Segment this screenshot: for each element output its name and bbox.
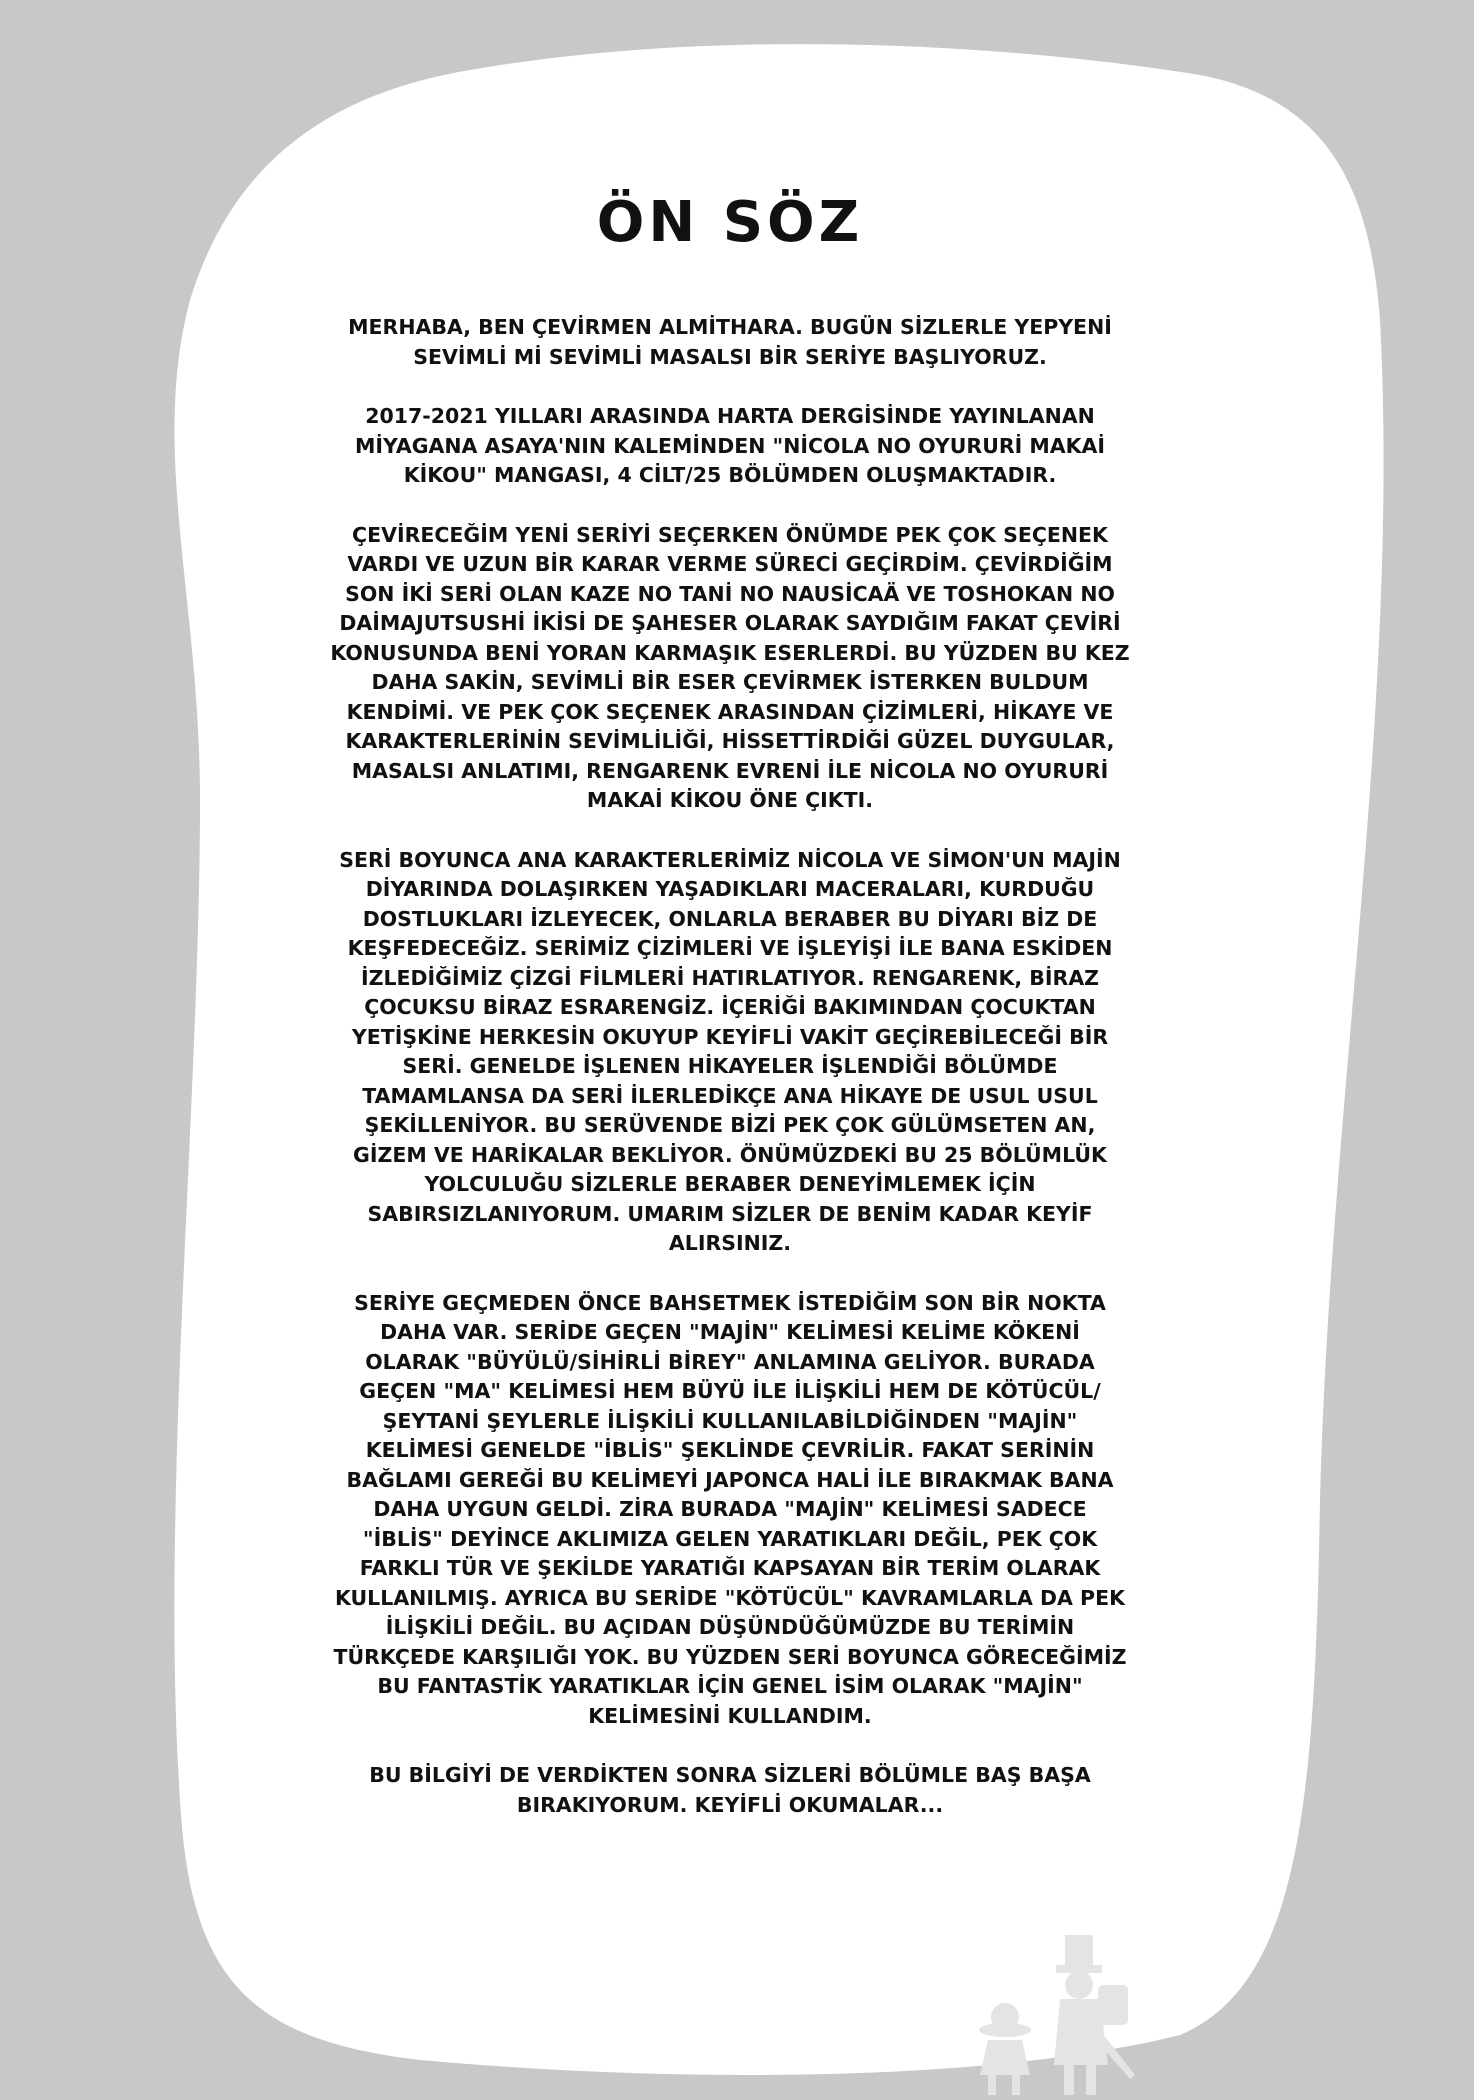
paragraph-selection: ÇEVİRECEĞİM YENİ SERİYİ SEÇERKEN ÖNÜMDE PEK ÇOK SEÇENEK VARDI VE UZUN BİR KARAR VERME SÜRECİ GEÇİRDİM. ÇEVİRDİĞİM SON İKİ SERİ OLAN KAZE NO TANİ NO NAUSİCAÄ VE TOSHOKAN NO DAİMAJUTSUSHİ İKİSİ DE ŞAHESER OLARAK SAYDIĞIM FAKAT ÇEVİRİ KONUSUNDA BENİ YORAN KARMAŞIK ESERLERDİ. BU YÜZDEN BU KEZ DAHA SAKİN, SEVİMLİ BİR ESER ÇEVİRMEK İSTERKEN BULDUM KENDİMİ. VE PEK ÇOK SEÇENEK ARASINDAN ÇİZİMLERİ, HİKAYE VE KARAKTERLERİNİN SEVİMLİLİĞİ, HİSSETTİRDİĞİ GÜZEL DUYGULAR, MASALSI ANLATIMI, RENGARENK EVRENİ İLE NİCOLA NO OYURURİ MAKAİ KİKOU ÖNE ÇIKTI. (330, 522, 1130, 812)
document-body (330, 150, 1130, 1850)
paragraph-greeting: MERHABA, BEN ÇEVİRMEN ALMİTHARA. BUGÜN SİZLERLE YEPYENİ SEVİMLİ Mİ SEVİMLİ MASALSI BİR SERİYE BAŞLIYORUZ. (348, 315, 1112, 369)
paragraph-story: SERİ BOYUNCA ANA KARAKTERLERİMİZ NİCOLA VE SİMON'UN MAJİN DİYARINDA DOLAŞIRKEN YAŞADIKLARI MACERALARI, KURDUĞU DOSTLUKLARI İZLEYECEK, ONLARLA BERABER BU DİYARI BİZ DE KEŞFEDECEĞİZ. SERİMİZ ÇİZİMLERİ VE İŞLEYİŞİ İLE BANA ESKİDEN İZLEDİĞİMİZ ÇİZGİ FİLMLERİ HATIRLATIYOR. RENGARENK, BİRAZ ÇOCUKSU BİRAZ ESRARENGİZ. İÇERİĞİ BAKIMINDAN ÇOCUKTAN YETİŞKİNE HERKESİN OKUYUP KEYİFLİ VAKİT GEÇİREBİLECEĞİ BİR SERİ. GENELDE İŞLENEN HİKAYELER İŞLENDİĞİ BÖLÜMDE TAMAMLANSA DA SERİ İLERLEDİKÇE ANA HİKAYE DE USUL USUL ŞEKİLLENİYOR. BU SERÜVENDE BİZİ PEK ÇOK GÜLÜMSETEN AN, GİZEM VE HARİKALAR BEKLİYOR. ÖNÜMÜZDEKİ BU 25 BÖLÜMLÜK YOLCULUĞU SİZLERLE BERABER DENEYİMLEMEK İÇİN SABIRSIZLANIYORUM. UMARIM SİZLER DE BENİM KADAR KEYİF ALIRSINIZ. (339, 847, 1121, 1255)
characters-silhouette-icon (960, 1915, 1150, 2100)
paragraph-series-info: 2017-2021 YILLARI ARASINDA HARTA DERGİSİNDE YAYINLANAN MİYAGANA ASAYA'NIN KALEMİNDEN "NİCOLA NO OYURURİ MAKAİ KİKOU" MANGASI, 4 CİLT/25 BÖLÜMDEN OLUŞMAKTADIR. (354, 404, 1106, 487)
page-title: ÖN SÖZ (596, 190, 864, 255)
paragraph-majin-term: SERİYE GEÇMEDEN ÖNCE BAHSETMEK İSTEDİĞİM SON BİR NOKTA DAHA VAR. SERİDE GEÇEN "MAJİN" KELİMESİ KELİME KÖKENİ OLARAK "BÜYÜLÜ/SİHİRLİ BİREY" ANLAMINA GELİYOR. BURADA GEÇEN "MA" KELİMESİ HEM BÜYÜ İLE İLİŞKİLİ HEM DE KÖTÜCÜL/ŞEYTANİ ŞEYLERLE İLİŞKİLİ KULLANILABİLDİĞİNDEN "MAJİN" KELİMESİ GENELDE "İBLİS" ŞEKLİNDE ÇEVRİLİR. FAKAT SERİNİN BAĞLAMI GEREĞİ BU KELİMEYİ JAPONCA HALİ İLE BIRAKMAK BANA DAHA UYGUN GELDİ. ZİRA BURADA "MAJİN" KELİMESİ SADECE "İBLİS" DEYİNCE AKLIMIZA GELEN YARATIKLARI DEĞİL, PEK ÇOK FARKLI TÜR VE ŞEKİLDE YARATIĞI KAPSAYAN BİR TERİM OLARAK KULLANILMIŞ. AYRICA BU SERİDE "KÖTÜCÜL" KAVRAMLARLA DA PEK İLİŞKİLİ DEĞİL. BU AÇIDAN DÜŞÜNDÜĞÜMÜZDE BU TERİMİN TÜRKÇEDE KARŞILIĞI YOK. BU YÜZDEN SERİ BOYUNCA GÖRECEĞİMİZ BU FANTASTİK YARATIKLAR İÇİN GENEL İSİM OLARAK "MAJİN" KELİMESİNİ KULLANDIM. (333, 1290, 1127, 1728)
paragraph-closing: BU BİLGİYİ DE VERDİKTEN SONRA SİZLERİ BÖLÜMLE BAŞ BAŞA BIRAKIYORUM. KEYİFLİ OKUMALAR... (369, 1763, 1091, 1817)
